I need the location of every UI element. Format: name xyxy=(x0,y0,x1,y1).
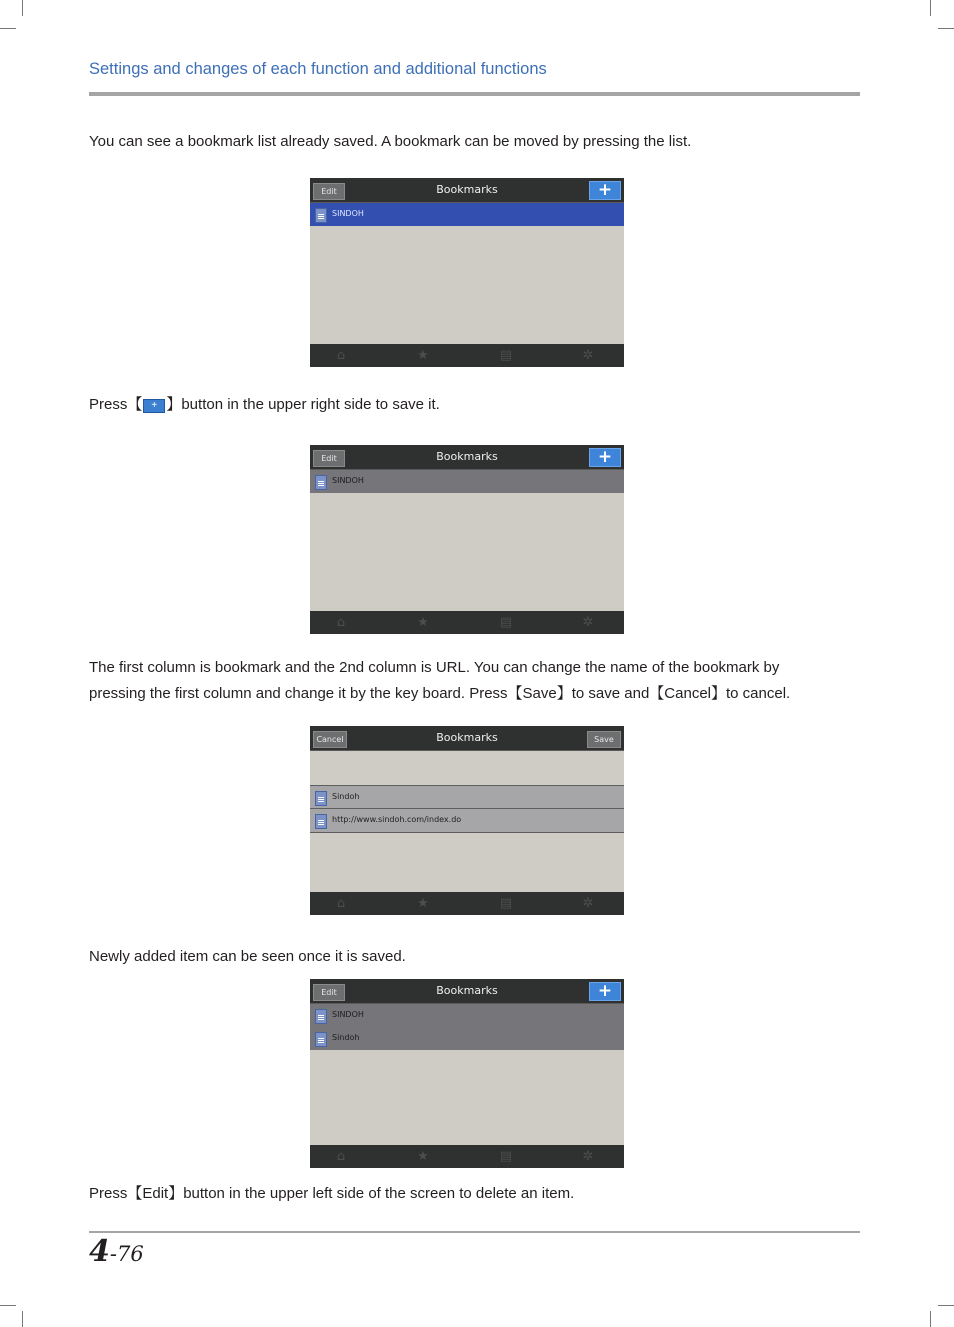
inline-plus-icon: + xyxy=(143,399,165,413)
top-bar xyxy=(310,726,624,751)
screen-title: Bookmarks xyxy=(436,450,498,463)
cancel-button[interactable]: Cancel xyxy=(313,731,347,748)
paragraph-5: Press【Edit】button in the upper left side of the screen to delete an item. xyxy=(89,1185,575,1202)
crop-mark xyxy=(930,1311,931,1327)
top-bar xyxy=(310,178,624,203)
printer-icon[interactable]: ▤ xyxy=(499,1149,513,1164)
paragraph-3-line-2: pressing the first column and change it by the key board. Press【Save】to save and【Cancel】to cancel. xyxy=(89,685,791,702)
printer-icon[interactable]: ▤ xyxy=(499,348,513,363)
page-subnumber: -76 xyxy=(109,1242,144,1266)
home-icon[interactable]: ⌂ xyxy=(336,1149,346,1164)
screen-title: Bookmarks xyxy=(436,183,498,196)
gear-icon[interactable]: ✲ xyxy=(582,896,594,911)
paragraph-4: Newly added item can be seen once it is saved. xyxy=(89,948,406,965)
add-bookmark-button[interactable]: + xyxy=(589,982,621,1001)
paragraph-2-start: Press【 xyxy=(89,396,143,413)
bookmark-row[interactable] xyxy=(310,1027,624,1050)
edit-button[interactable]: Edit xyxy=(313,183,345,200)
document-icon xyxy=(315,208,327,223)
star-icon[interactable]: ★ xyxy=(417,1149,429,1164)
chapter-number: 4 xyxy=(89,1234,110,1269)
bottom-nav xyxy=(310,611,624,634)
bookmarks-screen-2 xyxy=(310,445,624,634)
crop-mark xyxy=(930,0,931,16)
edit-button[interactable]: Edit xyxy=(313,984,345,1001)
crop-mark xyxy=(0,1305,16,1306)
document-icon xyxy=(315,814,327,829)
crop-mark xyxy=(22,1311,23,1327)
bookmark-name-field[interactable] xyxy=(310,785,624,810)
document-icon xyxy=(315,1032,327,1047)
footer-rule xyxy=(89,1231,860,1233)
printer-icon[interactable]: ▤ xyxy=(499,615,513,630)
bookmark-label: SINDOH xyxy=(332,476,364,485)
crop-mark xyxy=(22,0,23,16)
paragraph-1: You can see a bookmark list already saved. A bookmark can be moved by pressing the list. xyxy=(89,133,692,150)
printer-icon[interactable]: ▤ xyxy=(499,896,513,911)
gear-icon[interactable]: ✲ xyxy=(582,615,594,630)
add-bookmark-button[interactable]: + xyxy=(589,181,621,200)
crop-mark xyxy=(938,28,954,29)
page-header-title: Settings and changes of each function and additional functions xyxy=(89,60,547,78)
document-icon xyxy=(315,791,327,806)
home-icon[interactable]: ⌂ xyxy=(336,348,346,363)
bookmarks-screen-1 xyxy=(310,178,624,367)
page-number xyxy=(89,1234,144,1269)
bookmark-row[interactable] xyxy=(310,1004,624,1027)
bookmark-row[interactable] xyxy=(310,203,624,226)
paragraph-2 xyxy=(89,392,859,418)
bottom-nav xyxy=(310,344,624,367)
star-icon[interactable]: ★ xyxy=(417,896,429,911)
screen-title: Bookmarks xyxy=(436,731,498,744)
bottom-nav xyxy=(310,1145,624,1168)
bookmark-label: SINDOH xyxy=(332,209,364,218)
gear-icon[interactable]: ✲ xyxy=(582,348,594,363)
screen-title: Bookmarks xyxy=(436,984,498,997)
document-icon xyxy=(315,1009,327,1024)
home-icon[interactable]: ⌂ xyxy=(336,615,346,630)
edit-button[interactable]: Edit xyxy=(313,450,345,467)
home-icon[interactable]: ⌂ xyxy=(336,896,346,911)
crop-mark xyxy=(938,1305,954,1306)
bookmark-url-value: http://www.sindoh.com/index.do xyxy=(332,815,462,824)
paragraph-3-line-1: The first column is bookmark and the 2nd column is URL. You can change the name of the bookmark by xyxy=(89,659,780,676)
bookmark-name-value: Sindoh xyxy=(332,792,360,801)
paragraph-2-end: 】button in the upper right side to save it. xyxy=(166,396,440,413)
bookmark-row[interactable] xyxy=(310,470,624,493)
bookmark-label: Sindoh xyxy=(332,1033,360,1042)
header-rule xyxy=(89,92,860,96)
gear-icon[interactable]: ✲ xyxy=(582,1149,594,1164)
crop-mark xyxy=(0,28,16,29)
bookmarks-screen-4 xyxy=(310,979,624,1168)
bottom-nav xyxy=(310,892,624,915)
save-button[interactable]: Save xyxy=(587,731,621,748)
top-bar xyxy=(310,445,624,470)
bookmark-label: SINDOH xyxy=(332,1010,364,1019)
star-icon[interactable]: ★ xyxy=(417,615,429,630)
bookmark-url-field[interactable] xyxy=(310,808,624,833)
document-icon xyxy=(315,475,327,490)
star-icon[interactable]: ★ xyxy=(417,348,429,363)
add-bookmark-button[interactable]: + xyxy=(589,448,621,467)
paragraph-3 xyxy=(89,655,859,707)
top-bar xyxy=(310,979,624,1004)
bookmarks-edit-screen xyxy=(310,726,624,915)
